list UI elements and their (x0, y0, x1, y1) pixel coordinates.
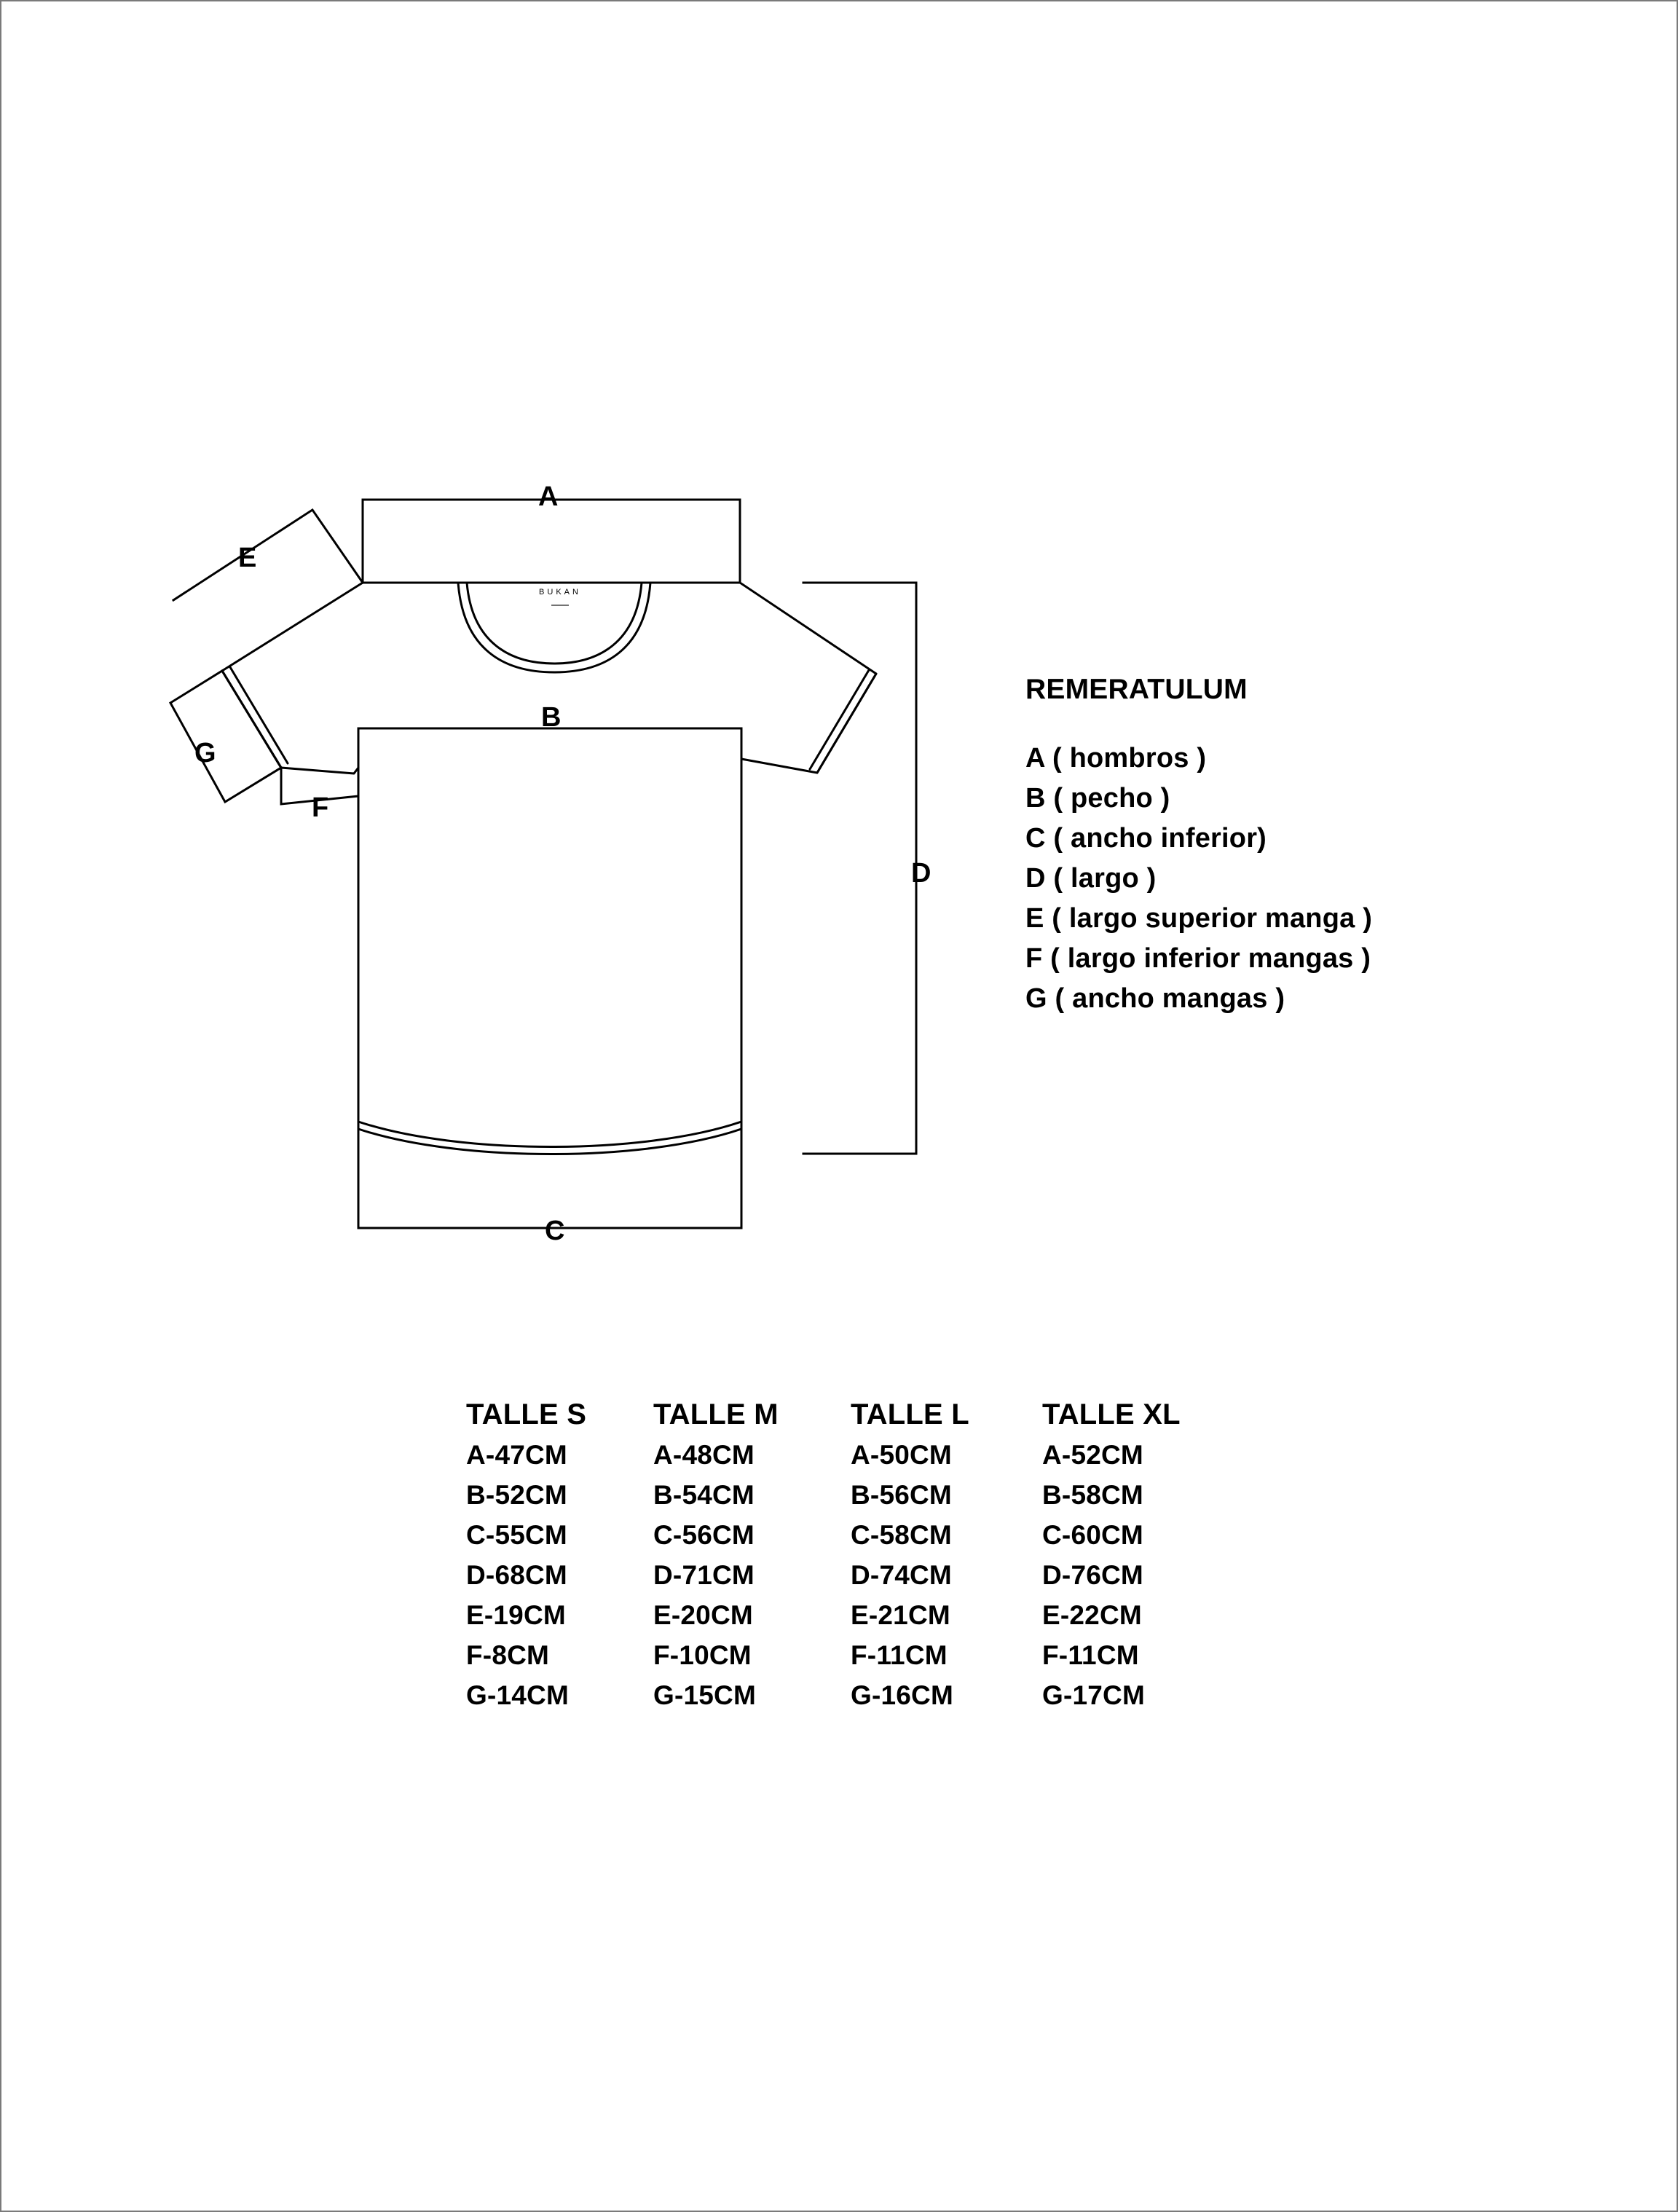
legend-item-g: G ( ancho mangas ) (1025, 983, 1285, 1014)
legend-item-b: B ( pecho ) (1025, 782, 1170, 814)
size-column-s (466, 1395, 626, 1715)
size-l-e: E-21CM (851, 1600, 950, 1630)
size-header-m: TALLE M (653, 1398, 779, 1430)
size-values-s (466, 1435, 626, 1715)
measure-b-box (358, 728, 741, 1228)
size-xl-e: E-22CM (1042, 1600, 1142, 1630)
size-xl-g: G-17CM (1042, 1680, 1145, 1710)
size-s-d: D-68CM (466, 1560, 567, 1590)
neck-label: BUKAN (539, 588, 581, 597)
size-l-g: G-16CM (851, 1680, 953, 1710)
left-sleeve-hem-band (222, 667, 288, 768)
size-s-b: B-52CM (466, 1480, 567, 1510)
right-sleeve-hem-band (810, 670, 876, 773)
size-s-a: A-47CM (466, 1440, 567, 1470)
legend-list (1025, 739, 1579, 1019)
size-column-l (851, 1395, 1011, 1715)
size-m-f: F-10CM (653, 1640, 752, 1670)
measure-a-box (363, 500, 740, 583)
measure-f-guide (281, 768, 358, 804)
size-xl-c: C-60CM (1042, 1520, 1143, 1550)
size-m-g: G-15CM (653, 1680, 756, 1710)
size-l-d: D-74CM (851, 1560, 952, 1590)
size-xl-a: A-52CM (1042, 1440, 1143, 1470)
label-b: B (541, 702, 562, 733)
legend-item-f: F ( largo inferior mangas ) (1025, 942, 1371, 974)
size-l-f: F-11CM (851, 1640, 948, 1670)
size-s-c: C-55CM (466, 1520, 567, 1550)
size-m-b: B-54CM (653, 1480, 755, 1510)
label-a: A (538, 481, 559, 512)
size-column-xl (1042, 1395, 1202, 1715)
label-g: G (194, 738, 216, 768)
neck-label-mark (551, 605, 569, 606)
size-values-xl (1042, 1435, 1202, 1715)
size-header-l: TALLE L (851, 1398, 969, 1430)
legend-item-e: E ( largo superior manga ) (1025, 902, 1373, 934)
size-s-f: F-8CM (466, 1640, 550, 1670)
body-hem-bottom (358, 1129, 741, 1154)
left-sleeve-outline (222, 583, 363, 774)
legend-title: REMERATULUM (1025, 674, 1248, 705)
measure-g-guide (170, 671, 281, 802)
label-f: F (312, 792, 329, 823)
legend-item-c: C ( ancho inferior) (1025, 822, 1267, 854)
size-l-a: A-50CM (851, 1440, 952, 1470)
size-l-c: C-58CM (851, 1520, 952, 1550)
size-table (466, 1395, 1231, 1723)
label-c: C (545, 1216, 565, 1246)
size-s-e: E-19CM (466, 1600, 566, 1630)
size-s-g: G-14CM (466, 1680, 569, 1710)
size-header-s: TALLE S (466, 1398, 587, 1430)
size-xl-d: D-76CM (1042, 1560, 1143, 1590)
size-values-l (851, 1435, 1011, 1715)
size-xl-f: F-11CM (1042, 1640, 1139, 1670)
size-header-xl: TALLE XL (1042, 1398, 1181, 1430)
size-m-a: A-48CM (653, 1440, 755, 1470)
label-e: E (238, 543, 257, 573)
size-m-e: E-20CM (653, 1600, 753, 1630)
legend-item-d: D ( largo ) (1025, 862, 1157, 894)
right-sleeve-outline (740, 583, 876, 773)
body-hem-top (358, 1122, 741, 1147)
size-column-m (653, 1395, 814, 1715)
legend-item-a: A ( hombros ) (1025, 742, 1207, 774)
size-l-b: B-56CM (851, 1480, 952, 1510)
size-m-d: D-71CM (653, 1560, 755, 1590)
size-xl-b: B-58CM (1042, 1480, 1143, 1510)
measurement-legend (1025, 674, 1579, 1019)
measure-d-bracket (803, 583, 916, 1154)
size-m-c: C-56CM (653, 1520, 755, 1550)
label-d: D (911, 858, 931, 889)
size-values-m (653, 1435, 814, 1715)
measure-e-guide (173, 510, 363, 600)
